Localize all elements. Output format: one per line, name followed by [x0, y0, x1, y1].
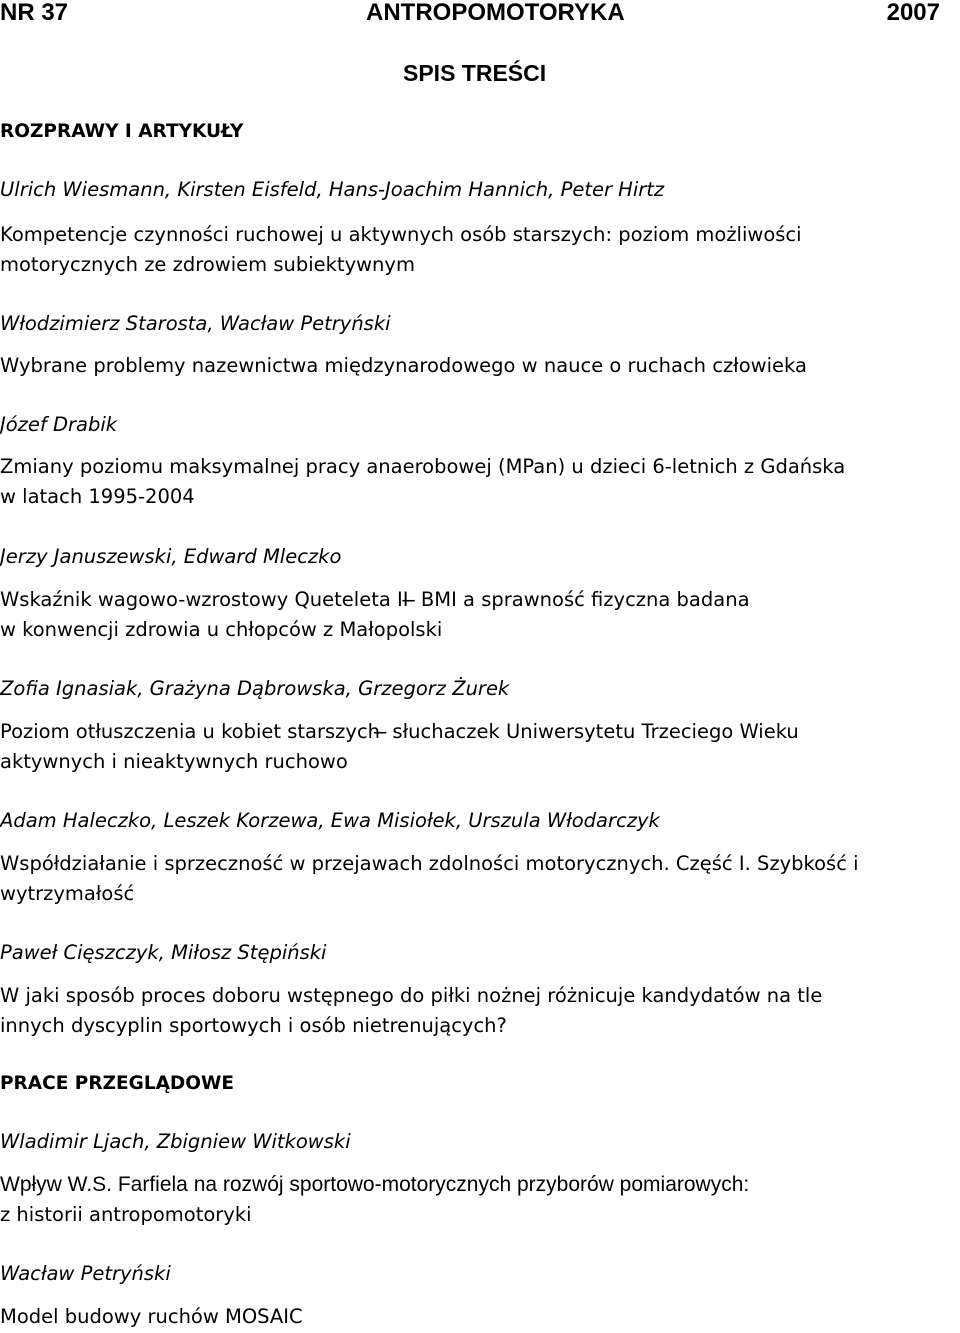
section-heading-articles: ROZPRAWY I ARTYKUŁY [0, 121, 244, 142]
entry-6-authors: Adam Haleczko, Leszek Korzewa, Ewa Misiołek, Urszula Włodarczyk [0, 809, 660, 832]
entry-9-title [0, 1302, 958, 1332]
entry-1-authors: Ulrich Wiesmann, Kirsten Eisfeld, Hans-Joachim Hannich, Peter Hirtz [0, 178, 665, 201]
entry-6-title-line-2: wytrzymałość [0, 882, 135, 905]
entry-8-title-line-1: Wpływ W.S. Farfiela na rozwój sportowo-motorycznych przyborów pomiarowych: [0, 1173, 750, 1196]
section-heading-reviews: PRACE PRZEGLĄDOWE [0, 1073, 235, 1094]
entry-5-title-line-1: Poziom otłuszczenia u kobiet starszych ̶ słuchaczek Uniwersytetu Trzeciego Wieku [0, 720, 799, 743]
toc-title: SPIS TREŚCI [403, 60, 547, 86]
entry-9-authors: Wacław Petryński [0, 1262, 171, 1285]
issue-number: NR 37 [0, 0, 69, 26]
journal-name: ANTROPOMOTORYKA [366, 0, 625, 26]
entry-8-title-line-2: z historii antropomotoryki [0, 1203, 252, 1226]
entry-7-title-line-1: W jaki sposób proces doboru wstępnego do piłki nożnej różnicuje kandydatów na tle [0, 984, 823, 1007]
entry-6-title [0, 849, 958, 909]
entry-5-title-line-2: aktywnych i nieaktywnych ruchowo [0, 750, 348, 773]
entry-1-title-line-1: Kompetencje czynności ruchowej u aktywnych osób starszych: poziom możliwości [0, 223, 802, 246]
entry-8-title [0, 1170, 958, 1230]
entry-3-title [0, 452, 958, 512]
entry-1-title-line-2: motorycznych ze zdrowiem subiektywnym [0, 253, 415, 276]
entry-5-authors: Zofia Ignasiak, Grażyna Dąbrowska, Grzegorz Żurek [0, 677, 510, 700]
entry-7-authors: Paweł Cięszczyk, Miłosz Stępiński [0, 941, 327, 964]
issue-year: 2007 [886, 0, 940, 26]
entry-8-authors: Wladimir Ljach, Zbigniew Witkowski [0, 1130, 351, 1153]
entry-7-title [0, 981, 958, 1041]
entry-4-title [0, 585, 958, 645]
entry-1-title [0, 220, 958, 280]
entry-6-title-line-1: Współdziałanie i sprzeczność w przejawach zdolności motorycznych. Część I. Szybkość i [0, 852, 859, 875]
entry-2-title-line-1: Wybrane problemy nazewnictwa międzynarodowego w nauce o ruchach człowieka [0, 354, 807, 377]
entry-3-title-line-1: Zmiany poziomu maksymalnej pracy anaerobowej (MPan) u dzieci 6-letnich z Gdańska [0, 455, 846, 478]
entry-4-title-line-1: Wskaźnik wagowo-wzrostowy Queteleta II ̶ BMI a sprawność fizyczna badana [0, 588, 750, 611]
entry-3-authors: Józef Drabik [0, 413, 118, 436]
entry-3-title-line-2: w latach 1995-2004 [0, 485, 195, 508]
entry-2-authors: Włodzimierz Starosta, Wacław Petryński [0, 312, 391, 335]
entry-2-title [0, 351, 958, 381]
entry-5-title [0, 717, 958, 777]
entry-4-authors: Jerzy Januszewski, Edward Mleczko [0, 545, 342, 568]
entry-4-title-line-2: w konwencji zdrowia u chłopców z Małopolski [0, 618, 443, 641]
page-header [0, 0, 940, 26]
entry-7-title-line-2: innych dyscyplin sportowych i osób nietrenujących? [0, 1014, 507, 1037]
entry-9-title-line-1: Model budowy ruchów MOSAIC [0, 1305, 303, 1328]
